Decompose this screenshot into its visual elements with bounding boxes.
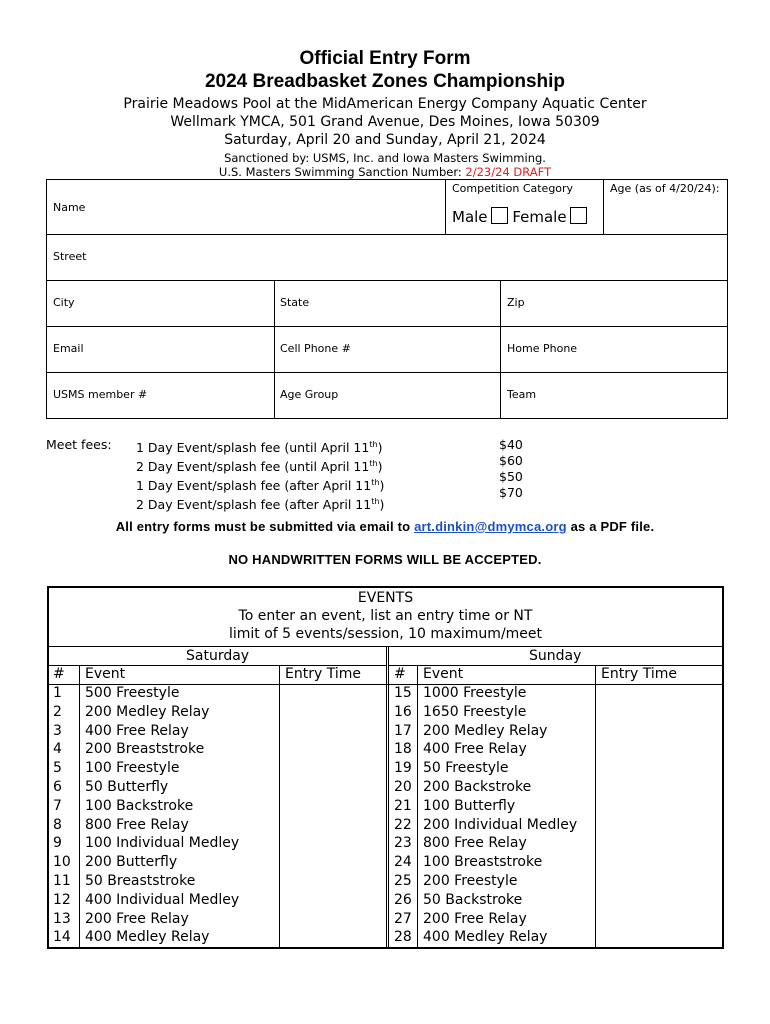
saturday-entry-time-cell[interactable] — [280, 928, 385, 947]
saturday-event-number: 9 — [53, 835, 62, 852]
sunday-entry-time-cell[interactable] — [596, 928, 720, 947]
saturday-event-number: 10 — [53, 854, 71, 871]
saturday-event-number: 5 — [53, 760, 62, 777]
sun-col-entry-time: Entry Time — [601, 666, 677, 682]
sunday-entry-time-cell[interactable] — [596, 759, 720, 778]
usms-member-field[interactable]: USMS member # — [53, 388, 148, 401]
saturday-event-name: 800 Free Relay — [85, 816, 189, 833]
saturday-entry-time-cell[interactable] — [280, 891, 385, 910]
sunday-event-name: 400 Free Relay — [423, 741, 527, 758]
saturday-event-name: 200 Breaststroke — [85, 741, 205, 758]
fee-price: $60 — [499, 453, 523, 468]
saturday-event-number: 13 — [53, 910, 71, 927]
sunday-event-number: 20 — [394, 779, 412, 795]
events-table — [47, 586, 724, 949]
age-field[interactable]: Age (as of 4/20/24): — [610, 182, 720, 195]
saturday-event-name: 100 Freestyle — [85, 760, 180, 777]
sunday-entry-time-cell[interactable] — [596, 684, 720, 703]
sunday-entry-time-cell[interactable] — [596, 834, 720, 853]
email-link[interactable]: art.dinkin@dmymca.org — [414, 519, 567, 534]
saturday-event-name: 100 Individual Medley — [85, 835, 240, 852]
sunday-header: Sunday — [529, 648, 582, 664]
sunday-event-number: 27 — [394, 910, 412, 927]
saturday-event-name: 100 Backstroke — [85, 797, 194, 814]
sunday-entry-time-cell[interactable] — [596, 891, 720, 910]
cell-phone-field[interactable]: Cell Phone # — [280, 342, 351, 355]
draft-date: 2/23/24 DRAFT — [465, 165, 552, 179]
events-limit: limit of 5 events/session, 10 maximum/meet — [228, 626, 543, 642]
saturday-event-number: 4 — [53, 741, 62, 758]
saturday-event-number: 7 — [53, 797, 62, 814]
competition-category-label: Competition Category — [452, 182, 574, 195]
sunday-event-name: 200 Free Relay — [423, 910, 527, 927]
male-label: Male — [452, 208, 488, 226]
sunday-event-number: 17 — [394, 722, 412, 739]
saturday-event-name: 50 Butterfly — [85, 779, 169, 795]
saturday-event-name: 400 Free Relay — [85, 722, 189, 739]
fee-item: 1 Day Event/splash fee (after April 11th) — [136, 478, 385, 494]
sunday-event-name: 1650 Freestyle — [423, 703, 527, 720]
saturday-entry-time-cell[interactable] — [280, 778, 385, 797]
sunday-event-name: 50 Backstroke — [423, 891, 523, 908]
events-instruction: To enter an event, list an entry time or NT — [238, 608, 533, 624]
saturday-entry-time-cell[interactable] — [280, 740, 385, 759]
saturday-entry-time-cell[interactable] — [280, 797, 385, 816]
sunday-event-name: 200 Medley Relay — [423, 722, 548, 739]
sunday-entry-time-cell[interactable] — [596, 797, 720, 816]
saturday-entry-time-cell[interactable] — [280, 910, 385, 929]
saturday-event-number: 8 — [53, 816, 62, 833]
events-title: EVENTS — [357, 590, 414, 606]
saturday-entry-time-cell[interactable] — [280, 853, 385, 872]
form-title: Official Entry Form — [299, 48, 471, 69]
event-title: 2024 Breadbasket Zones Championship — [204, 71, 566, 92]
city-field[interactable]: City — [53, 296, 75, 309]
sunday-entry-time-cell[interactable] — [596, 910, 720, 929]
saturday-event-name: 400 Individual Medley — [85, 891, 240, 908]
fee-item: 2 Day Event/splash fee (until April 11th) — [136, 459, 383, 475]
saturday-header: Saturday — [186, 648, 250, 664]
home-phone-field[interactable]: Home Phone — [507, 342, 578, 355]
handwritten-notice: NO HANDWRITTEN FORMS WILL BE ACCEPTED. — [228, 552, 542, 567]
zip-field[interactable]: Zip — [507, 296, 525, 309]
saturday-event-number: 14 — [53, 929, 71, 946]
sunday-event-number: 22 — [394, 816, 412, 833]
submission-notice: All entry forms must be submitted via email to art.dinkin@dmymca.org as a PDF file. — [115, 519, 655, 534]
sunday-event-name: 200 Backstroke — [423, 779, 532, 795]
team-field[interactable]: Team — [507, 388, 537, 401]
meet-fees-label: Meet fees: — [46, 437, 112, 452]
female-label: Female — [512, 208, 567, 226]
sunday-entry-time-cell[interactable] — [596, 872, 720, 891]
saturday-event-name: 200 Medley Relay — [85, 703, 210, 720]
sat-col-entry-time: Entry Time — [285, 666, 361, 682]
sunday-event-number: 21 — [394, 797, 412, 814]
sunday-event-name: 200 Individual Medley — [423, 816, 578, 833]
sanction-number-line — [0, 165, 770, 179]
saturday-event-number: 3 — [53, 722, 62, 739]
saturday-event-name: 200 Butterfly — [85, 854, 178, 871]
saturday-event-number: 6 — [53, 779, 62, 795]
saturday-event-number: 2 — [53, 703, 62, 720]
saturday-entry-time-cell[interactable] — [280, 872, 385, 891]
saturday-event-name: 50 Breaststroke — [85, 873, 196, 889]
sunday-entry-time-cell[interactable] — [596, 722, 720, 741]
sunday-entry-time-cell[interactable] — [596, 778, 720, 797]
saturday-event-number: 1 — [53, 685, 62, 701]
email-field[interactable]: Email — [53, 342, 84, 355]
entrant-info-grid — [46, 179, 728, 419]
venue-line: Prairie Meadows Pool at the MidAmerican Energy Company Aquatic Center — [123, 96, 647, 112]
sunday-event-number: 25 — [394, 873, 412, 889]
sunday-event-number: 18 — [394, 741, 412, 758]
sanction-line: Sanctioned by: USMS, Inc. and Iowa Masters Swimming. — [224, 151, 546, 165]
sat-col-num: # — [53, 666, 65, 682]
dates-line: Saturday, April 20 and Sunday, April 21, 2024 — [224, 132, 546, 148]
sunday-event-number: 26 — [394, 891, 412, 908]
sunday-event-name: 200 Freestyle — [423, 873, 518, 889]
fee-price: $40 — [499, 437, 523, 452]
sat-col-event: Event — [85, 666, 126, 682]
saturday-event-number: 12 — [53, 891, 71, 908]
female-checkbox[interactable] — [570, 207, 587, 224]
male-checkbox[interactable] — [491, 207, 508, 224]
sunday-event-number: 23 — [394, 835, 412, 852]
age-group-field[interactable]: Age Group — [280, 388, 339, 401]
sunday-event-name: 100 Breaststroke — [423, 854, 543, 871]
state-field[interactable]: State — [280, 296, 310, 309]
saturday-entry-time-cell[interactable] — [280, 703, 385, 722]
name-field[interactable]: Name — [53, 201, 86, 214]
saturday-event-name: 200 Free Relay — [85, 910, 189, 927]
street-field[interactable]: Street — [53, 250, 87, 263]
gender-options — [452, 207, 587, 226]
saturday-entry-time-cell[interactable] — [280, 722, 385, 741]
saturday-entry-time-cell[interactable] — [280, 834, 385, 853]
sunday-event-name: 400 Medley Relay — [423, 929, 548, 946]
sunday-event-name: 100 Butterfly — [423, 797, 516, 814]
saturday-event-number: 11 — [53, 873, 71, 889]
fee-list — [136, 437, 384, 514]
sunday-entry-time-cell[interactable] — [596, 740, 720, 759]
fee-item: 2 Day Event/splash fee (after April 11th) — [136, 497, 385, 513]
sunday-event-number: 16 — [394, 703, 412, 720]
sunday-event-number: 24 — [394, 854, 412, 871]
sun-col-event: Event — [423, 666, 464, 682]
sunday-event-name: 1000 Freestyle — [423, 685, 527, 701]
saturday-entry-time-cell[interactable] — [280, 816, 385, 835]
sun-col-num: # — [394, 666, 406, 682]
fee-price: $50 — [499, 469, 523, 484]
sunday-event-number: 15 — [394, 685, 412, 701]
fee-price: $70 — [499, 485, 523, 500]
sunday-event-name: 800 Free Relay — [423, 835, 527, 852]
sunday-entry-time-cell[interactable] — [596, 703, 720, 722]
saturday-entry-time-cell[interactable] — [280, 684, 385, 703]
saturday-event-name: 500 Freestyle — [85, 685, 180, 701]
saturday-entry-time-cell[interactable] — [280, 759, 385, 778]
saturday-event-name: 400 Medley Relay — [85, 929, 210, 946]
address-line: Wellmark YMCA, 501 Grand Avenue, Des Moines, Iowa 50309 — [170, 114, 600, 130]
fee-prices — [499, 437, 523, 501]
fee-item: 1 Day Event/splash fee (until April 11th) — [136, 440, 383, 456]
sunday-entry-time-cell[interactable] — [596, 853, 720, 872]
sunday-entry-time-cell[interactable] — [596, 816, 720, 835]
sunday-event-name: 50 Freestyle — [423, 760, 509, 777]
sunday-event-number: 19 — [394, 760, 412, 777]
sanction-number-label: U.S. Masters Swimming Sanction Number: — [218, 165, 462, 179]
sunday-event-number: 28 — [394, 929, 412, 946]
